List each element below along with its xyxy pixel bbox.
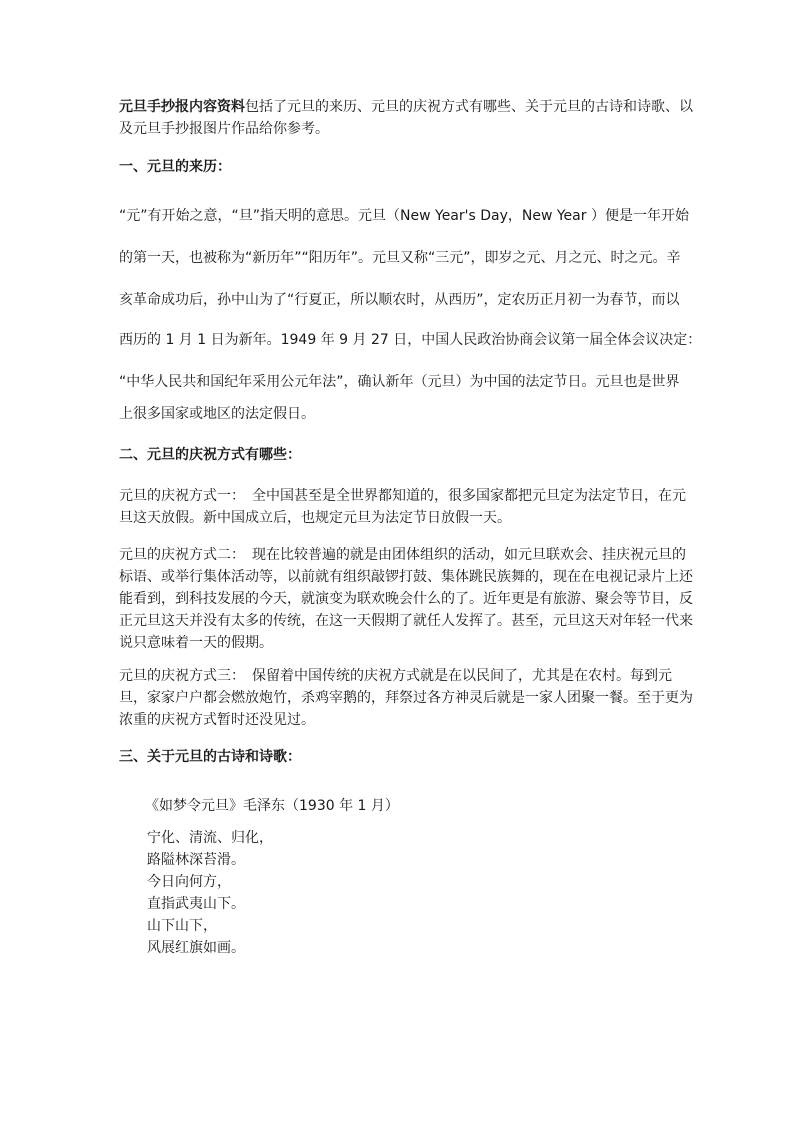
section-1-line: 上很多国家或地区的法定假日。	[119, 406, 315, 422]
poem-line: 山下山下，	[147, 918, 217, 934]
intro-text: 包括了元旦的来历、元旦的庆祝方式有哪些、关于元旦的古诗和诗歌、以及元旦手抄报图片作品给你参考。	[119, 99, 693, 137]
section-1-line: “中华人民共和国纪年采用公元年法”，确认新年（元旦）为中国的法定节日。元旦也是世界	[119, 374, 680, 390]
poem-line: 今日向何方，	[147, 874, 231, 890]
celebration-paragraph: 元旦的庆祝方式一： 全中国甚至是全世界都知道的，很多国家都把元旦定为法定节日，在元旦这天放假。新中国成立后，也规定元旦为法定节日放假一天。	[119, 488, 686, 526]
poem-line: 直指武夷山下。	[147, 896, 245, 912]
celebration-paragraph: 元旦的庆祝方式三： 保留着中国传统的庆祝方式就是在以民间了，尤其是在农村。每到元旦，家家户户都会燃放炮竹，杀鸡宰鹅的，拜祭过各方神灵后就是一家人团聚一餐。至于更为浓重的庆祝方式暂时还没见过。	[119, 668, 693, 728]
section-1-line: 的第一天，也被称为“新历年”“阳历年”。元旦又称“三元”，即岁之元、月之元、时之元。辛	[119, 250, 681, 266]
poem-line: 路隘林深苔滑。	[147, 852, 245, 868]
section-1-heading: 一、元旦的来历：	[119, 159, 231, 175]
section-1-line: “元”有开始之意，“旦”指天明的意思。元旦（New Year's Day，New Year ）便是一年开始	[119, 208, 689, 224]
section-1-line: 西历的 1 月 1 日为新年。1949 年 9 月 27 日，中国人民政治协商会议第一届全体会议决定：	[119, 332, 702, 348]
celebration-paragraph: 元旦的庆祝方式二： 现在比较普遍的就是由团体组织的活动，如元旦联欢会、挂庆祝元旦的标语、或举行集体活动等，以前就有组织敲锣打鼓、集体跳民族舞的，现在在电视记录片上还能看到，到科技发展的今天，就演变为联欢晚会什么的了。近年更是有旅游、聚会等节目，反正元旦这天并没有太多的传统，在这一天假期了就任人发挥了。甚至，元旦这天对年轻一代来说只意味着一天的假期。	[119, 547, 693, 651]
poem-title: 《如梦令元旦》毛泽东（1930 年 1 月）	[145, 798, 399, 814]
poem-line: 风展红旗如画。	[147, 940, 245, 956]
section-2-heading: 二、元旦的庆祝方式有哪些：	[119, 447, 301, 463]
intro-paragraph	[119, 96, 694, 140]
section-3-heading: 三、关于元旦的古诗和诗歌：	[119, 749, 301, 765]
intro-bold-title: 元旦手抄报内容资料	[119, 99, 245, 115]
poem-line: 宁化、清流、归化，	[147, 830, 273, 846]
section-1-line: 亥革命成功后，孙中山为了“行夏正，所以顺农时，从西历”，定农历正月初一为春节，而以	[119, 292, 680, 308]
